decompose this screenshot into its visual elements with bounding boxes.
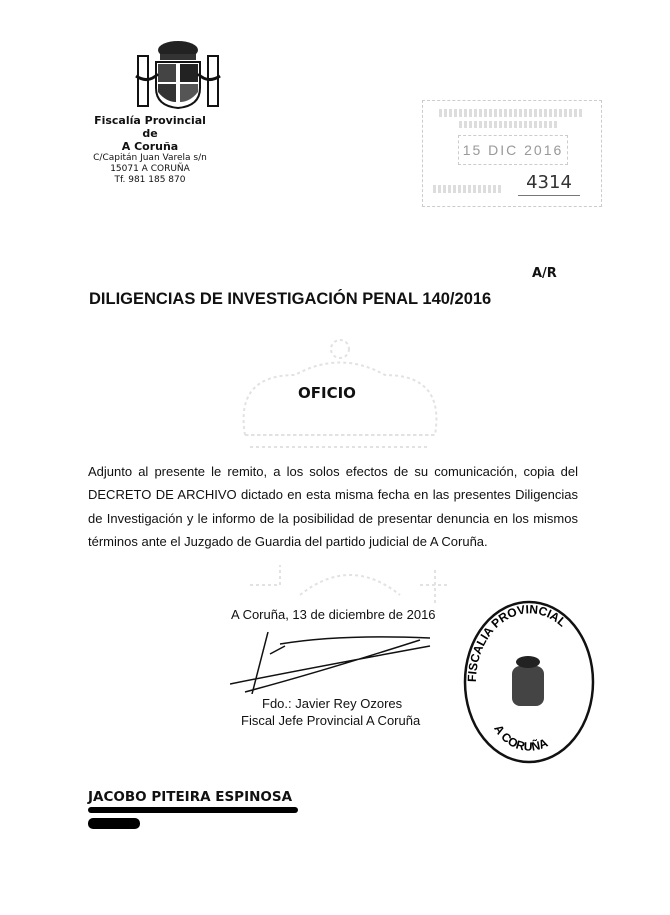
- redaction-bar-small: [88, 818, 140, 829]
- document-title: DILIGENCIAS DE INVESTIGACIÓN PENAL 140/2016: [89, 290, 492, 308]
- address: C/Capitán Juan Varela s/n: [93, 153, 207, 163]
- coat-of-arms-logo: [128, 36, 228, 112]
- recipient-name: JACOBO PITEIRA ESPINOSA: [88, 789, 293, 805]
- official-seal: [462, 600, 597, 765]
- reference-code: A/R: [532, 266, 557, 281]
- redaction-bar: [88, 807, 298, 813]
- signatory-name: Fdo.: Javier Rey Ozores: [262, 696, 403, 711]
- stamp-date: 15 DIC 2016: [458, 135, 568, 165]
- org-city: A Coruña: [121, 140, 179, 153]
- header-block: [80, 114, 220, 186]
- document-subtitle: OFICIO: [298, 384, 356, 402]
- postal-code: 15071 A CORUÑA: [110, 164, 190, 174]
- place-and-date: A Coruña, 13 de diciembre de 2016: [231, 607, 436, 622]
- org-name-de: de: [142, 127, 158, 140]
- org-name: Fiscalía Provincial: [94, 114, 206, 127]
- seal-text-bottom: A CORUÑA: [491, 722, 550, 754]
- received-stamp: [422, 100, 602, 207]
- stamp-entry-number: 4314: [518, 171, 580, 196]
- handwritten-signature: [230, 628, 460, 694]
- seal-text-top: FISCALIA PROVINCIAL: [464, 602, 570, 683]
- watermark-shield: [240, 565, 460, 605]
- svg-text:A CORUÑA: [491, 722, 550, 754]
- phone: Tf. 981 185 870: [114, 175, 186, 185]
- body-paragraph: Adjunto al presente le remito, a los solos efectos de su comunicación, copia del DECRETO DE ARCHIVO dictado en esta misma fecha en las presentes Diligencias de Investigación y le informo de la posibilidad de presentar denuncia en los mismos términos ante el Juzgado de Guardia del partido judicial de A Coruña.: [88, 464, 578, 549]
- signatory-position: Fiscal Jefe Provincial A Coruña: [241, 713, 421, 728]
